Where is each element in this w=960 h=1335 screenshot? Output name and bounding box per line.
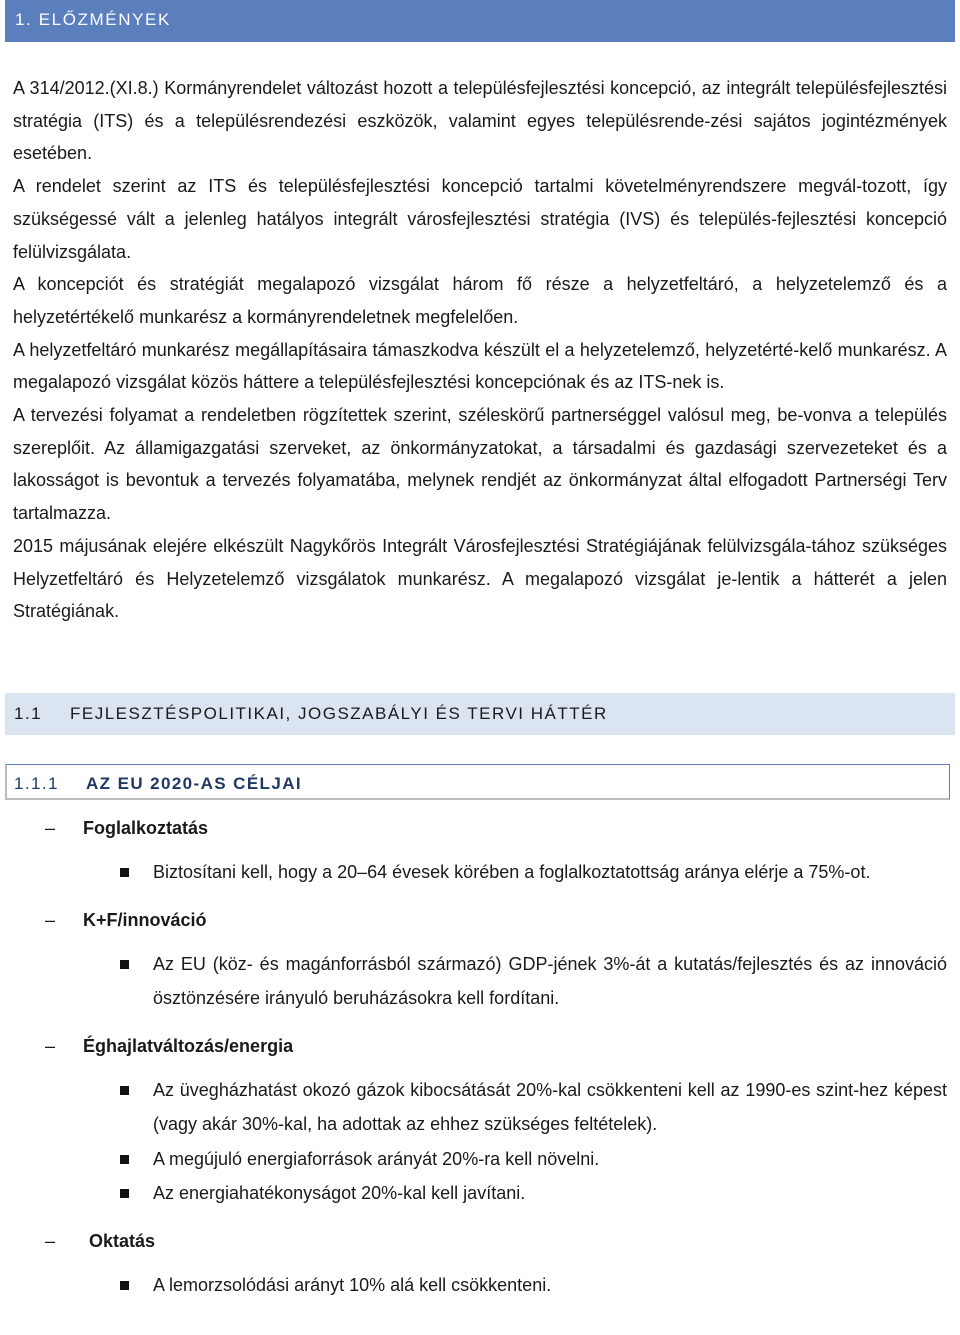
list-item: Az üvegházhatást okozó gázok kibocsátását 20%-kal csökkenteni kell az 1990-es szint-hez képest (vagy akár 30%-kal, ha adottak az ehhez szükséges feltételek). xyxy=(0,1073,947,1142)
intro-paragraph: 2015 májusának elejére elkészült Nagykőrös Integrált Városfejlesztési Stratégiájának felülvizsgála-tához szükséges Helyzetfeltáró és Helyzetelemző vizsgálatok munkarész. A megalapozó vizsgálat je-lentik a hátterét a jelen Stratégiának. xyxy=(13,535,947,622)
goal-title: Éghajlatváltozás/energia xyxy=(83,1035,294,1056)
subsection-number: 1.1.1 xyxy=(14,774,59,793)
section-heading xyxy=(5,693,955,735)
list-item: Az EU (köz- és magánforrásból származó) GDP-jének 3%-át a kutatás/fejlesztés és az innováció ösztönzésére irányuló beruházásokra kell fordítani. xyxy=(0,947,947,1016)
square-bullet-icon xyxy=(120,868,129,877)
dash-marker: – xyxy=(45,1230,56,1251)
intro-paragraph: A koncepciót és stratégiát megalapozó vizsgálat három fő része a helyzetfeltáró, a helyzetelemző és a helyzetértékelő munkarész a kormányrendeletnek megfelelően. xyxy=(13,274,947,327)
intro-paragraph: A tervezési folyamat a rendeletben rögzítettek szerint, széleskörű partnerséggel valósul meg, be-vonva a település szereplőit. Az államigazgatási szerveket, az önkormányzatokat, a társadalmi és gazdasági szervezeteket és a lakosságot is bevontuk a tervezés folyamatába, melynek rendjét az önkormányzat által elfogadott Partnerségi Terv tartalmazza. xyxy=(13,405,947,524)
square-bullet-icon xyxy=(120,960,129,969)
goal-title: Foglalkoztatás xyxy=(83,818,209,838)
goals-list xyxy=(0,810,960,1302)
goal-employment xyxy=(0,810,960,890)
goal-title: Oktatás xyxy=(89,1230,156,1251)
intro-paragraph: A rendelet szerint az ITS és településfejlesztési koncepció tartalmi követelményrendszere megvál-tozott, így szükségessé vált a jelenleg hatályos integrált városfejlesztési stratégia (IVS) és település-fejlesztési koncepció felülvizsgálata. xyxy=(13,176,947,262)
intro-paragraph: A helyzetfeltáró munkarész megállapításaira támaszkodva készült el a helyzetelemző, helyzetérté-kelő munkarész. A megalapozó vizsgálat közös háttere a településfejlesztési koncepciónak és az ITS-nek is. xyxy=(13,339,947,393)
chapter-heading: 1. ELŐZMÉNYEK xyxy=(5,0,955,42)
intro-paragraph: A 314/2012.(XI.8.) Kormányrendelet változást hozott a településfejlesztési koncepció, az integrált településfejlesztési stratégia (ITS) és a településrendezési eszközök, valamint egyes településrende-zési sajátos jogintézmények esetében. xyxy=(13,78,947,164)
dash-marker: – xyxy=(45,1035,56,1056)
square-bullet-icon xyxy=(120,1155,129,1164)
square-bullet-icon xyxy=(120,1281,129,1290)
list-item: A megújuló energiaforrások arányát 20%-ra kell növelni. xyxy=(0,1142,947,1177)
goal-climate xyxy=(0,1028,960,1211)
square-bullet-icon xyxy=(120,1189,129,1198)
goal-title: K+F/innováció xyxy=(83,909,207,930)
subsection-title: AZ EU 2020-AS CÉLJAI xyxy=(86,774,302,793)
subsection-heading xyxy=(5,764,950,800)
dash-marker: – xyxy=(45,818,56,838)
goal-research xyxy=(0,902,960,1016)
section-title: FEJLESZTÉSPOLITIKAI, JOGSZABÁLYI ÉS TERVI HÁTTÉR xyxy=(70,704,608,723)
section-number: 1.1 xyxy=(14,704,43,723)
intro-text xyxy=(13,72,947,628)
list-item: A lemorzsolódási arányt 10% alá kell csökkenteni. xyxy=(0,1268,947,1303)
dash-marker: – xyxy=(45,909,56,930)
list-item: Biztosítani kell, hogy a 20–64 évesek körében a foglalkoztatottság aránya elérje a 75%-ot. xyxy=(0,855,947,890)
list-item: Az energiahatékonyságot 20%-kal kell javítani. xyxy=(0,1176,947,1211)
goal-education xyxy=(0,1223,960,1303)
square-bullet-icon xyxy=(120,1086,129,1095)
